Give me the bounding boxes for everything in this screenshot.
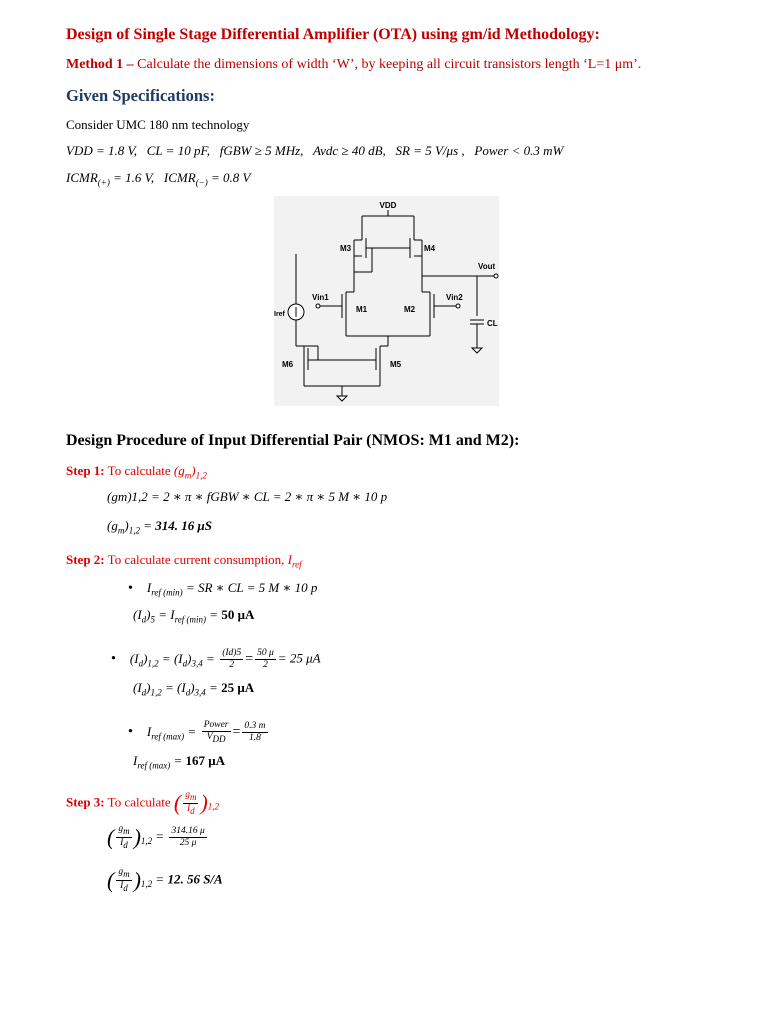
given-heading: Given Specifications: bbox=[66, 86, 215, 105]
id12-value: 25 μA bbox=[221, 680, 255, 695]
spec-vdd: VDD = 1.8 V, bbox=[66, 143, 138, 158]
vin1-terminal bbox=[316, 304, 320, 308]
step1-label: Step 1: bbox=[66, 463, 105, 478]
spec-power: Power < 0.3 mW bbox=[474, 143, 564, 158]
step3-label: Step 3: bbox=[66, 794, 105, 810]
m4-label: M4 bbox=[424, 244, 436, 253]
icmr-line: $ICMR_{(+)} = 1.6$ V, $ICMR_{(-)} = 0.8$ V bbox=[66, 170, 251, 188]
m2-label: M2 bbox=[404, 305, 416, 314]
step2-label: Step 2: bbox=[66, 552, 105, 567]
bullet-iref-min: • $I_{ref (min)}$ = SR ∗ CL = 5 M ∗ 10 p bbox=[128, 580, 318, 598]
step2-text: To calculate current consumption, bbox=[107, 552, 285, 567]
id5-value: 50 μA bbox=[221, 607, 255, 622]
id5-over-2-fraction: $\frac{(Id)5}{2}$ bbox=[222, 648, 242, 670]
ota-circuit-diagram bbox=[274, 196, 499, 406]
step1-eq1: (gm)1,2 = 2 ∗ π ∗ fGBW ∗ CL = 2 ∗ π ∗ 5 M ∗ 10 p bbox=[107, 489, 388, 504]
step1-line: Step 1: To calculate $(g_m)_{1,2}$ bbox=[66, 463, 207, 481]
spec-sr: SR = 5 V/μs , bbox=[395, 143, 465, 158]
vdd-label: VDD bbox=[379, 201, 397, 210]
iref-min-eq: = SR ∗ CL = 5 M ∗ 10 p bbox=[185, 580, 318, 595]
cl-label: CL bbox=[487, 319, 498, 328]
iref-max-result: $I_{ref (max)} = 167$ μA bbox=[133, 753, 226, 771]
id5-result: $(I_d)_5 = I_{ref (min)} = 50$ μA bbox=[133, 607, 255, 625]
icmr-minus: = 0.8 V bbox=[211, 170, 251, 185]
step1-gm-value: 314. 16 μS bbox=[155, 518, 212, 533]
icmr-plus: = 1.6 V, bbox=[113, 170, 155, 185]
method-text: Calculate the dimensions of width ‘W’, by keeping all circuit transistors length ‘L=1 μm’. bbox=[137, 57, 642, 72]
03m-over-18-fraction: $\frac{0.3 m}{1.8}$ bbox=[244, 720, 266, 743]
specs-line bbox=[66, 143, 563, 159]
spec-fgbw: fGBW ≥ 5 MHz, bbox=[219, 143, 304, 158]
spec-cl: CL = 10 pF, bbox=[146, 143, 210, 158]
step1-eq2: $(g_m)_{1,2} = 314$. 16 μS bbox=[107, 518, 212, 536]
step3-text: To calculate bbox=[107, 794, 171, 810]
vin2-label: Vin2 bbox=[446, 293, 463, 302]
iref-label: Iref bbox=[274, 311, 285, 318]
gm-id-fraction: $\frac{314.16 \mu}{25 \mu}$ bbox=[171, 825, 205, 848]
spec-avdc: Avdc ≥ 40 dB, bbox=[312, 143, 386, 158]
gm-id-value: 12. 56 S/A bbox=[167, 871, 223, 887]
iref-max-value: 167 μA bbox=[185, 753, 226, 768]
id12-result: $(I_d)_{1,2} = (I_d)_{3,4} = 25$ μA bbox=[133, 680, 255, 698]
technology-line: Consider UMC 180 nm technology bbox=[66, 117, 250, 132]
vout-terminal bbox=[494, 274, 498, 278]
circuit-background bbox=[274, 196, 499, 406]
m5-label: M5 bbox=[390, 360, 402, 369]
m3-label: M3 bbox=[340, 244, 352, 253]
step3-eq2: ( $\frac{g_m}{I_d}$ )$_{1,2} = 12$. 56 S/A bbox=[107, 867, 223, 893]
method-line bbox=[66, 57, 641, 73]
m1-label: M1 bbox=[356, 305, 368, 314]
step1-text: To calculate bbox=[107, 463, 171, 478]
step3-eq1: ( $\frac{g_m}{I_d}$ )$_{1,2}$ = $\frac{314.16 \mu}{25 \mu}$ bbox=[107, 824, 205, 850]
vin2-terminal bbox=[456, 304, 460, 308]
step3-line: Step 3: To calculate ( $\frac{g_m}{I_d}$ )$_{1,2}$ bbox=[66, 790, 220, 816]
vout-label: Vout bbox=[478, 262, 496, 271]
step2-line: Step 2: To calculate current consumption, $I_{ref}$ bbox=[66, 552, 302, 570]
vin1-label: Vin1 bbox=[312, 293, 329, 302]
m6-label: M6 bbox=[282, 360, 294, 369]
section-heading: Design Procedure of Input Differential Pair (NMOS: M1 and M2): bbox=[66, 432, 520, 449]
bullet-iref-max: • $I_{ref (max)}$ = $\frac{\text{Power}}{V_{DD}}$ = $\frac{0.3 m}{1.8}$ bbox=[128, 720, 266, 744]
method-label: Method 1 – bbox=[66, 57, 134, 72]
power-over-vdd-fraction: $\frac{\text{Power}}{V_{DD}}$ bbox=[203, 720, 229, 744]
bullet-id12: • $(I_d)_{1,2} = (I_d)_{3,4}$ = $\frac{(Id)5}{2}$ = $\frac{50 \mu}{2}$ = 25 μA bbox=[111, 648, 321, 670]
page-title: Design of Single Stage Differential Amplifier (OTA) using gm/id Methodology: bbox=[66, 26, 600, 43]
id12-eq-end: = 25 μA bbox=[277, 650, 321, 666]
50u-over-2-fraction: $\frac{50 \mu}{2}$ bbox=[257, 648, 274, 670]
